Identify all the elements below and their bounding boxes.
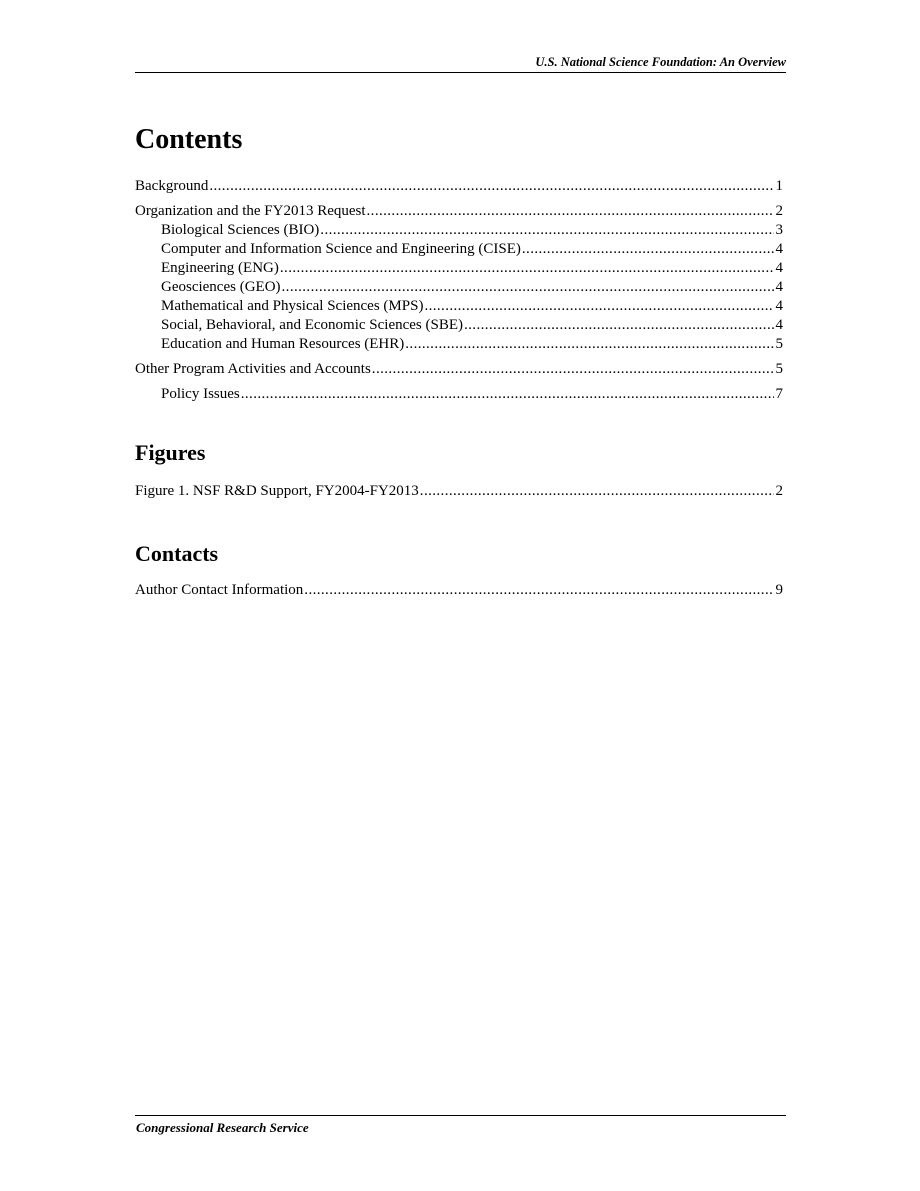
toc-entry-title: Policy Issues	[161, 386, 240, 402]
dot-leader	[209, 177, 773, 196]
header-rule	[135, 72, 786, 73]
toc-entry-organization[interactable]	[135, 202, 783, 221]
dot-leader	[420, 482, 774, 501]
dot-leader	[241, 385, 774, 404]
running-footer-organization: Congressional Research Service	[136, 1120, 309, 1135]
figures-list	[135, 482, 783, 501]
toc-entry-mps[interactable]	[135, 297, 783, 316]
contacts-list	[135, 581, 783, 600]
toc-entry-eng[interactable]	[135, 259, 783, 278]
toc-entry-geo[interactable]	[135, 278, 783, 297]
toc-entry-sbe[interactable]	[135, 316, 783, 335]
toc-entry-other-programs[interactable]	[135, 360, 783, 379]
toc-entry-page: 9	[775, 582, 783, 598]
toc-entry-page: 3	[775, 222, 783, 238]
toc-entry-page: 7	[775, 386, 783, 402]
toc-entry-page: 4	[775, 260, 783, 276]
toc-entry-page: 4	[775, 241, 783, 257]
toc-entry-title: Other Program Activities and Accounts	[135, 361, 371, 377]
figures-heading: Figures	[135, 440, 206, 465]
toc-entry-page: 2	[775, 203, 783, 219]
toc-entry-title: Background	[135, 178, 209, 194]
dot-leader	[405, 335, 773, 354]
toc-entry-title: Education and Human Resources (EHR)	[161, 336, 405, 352]
toc-entry-page: 5	[775, 361, 783, 377]
dot-leader	[280, 259, 774, 278]
footer-rule	[135, 1115, 786, 1116]
dot-leader	[424, 297, 773, 316]
toc-entry-title: Social, Behavioral, and Economic Sciences (SBE)	[161, 317, 463, 333]
toc-entry-page: 2	[775, 483, 783, 499]
toc-entry-title: Figure 1. NSF R&D Support, FY2004-FY2013	[135, 483, 419, 499]
toc-entry-bio[interactable]	[135, 221, 783, 240]
toc-entry-page: 1	[775, 178, 783, 194]
contents-heading: Contents	[135, 124, 243, 155]
toc-entry-title: Engineering (ENG)	[161, 260, 279, 276]
toc-entry-title: Computer and Information Science and Engineering (CISE)	[161, 241, 521, 257]
dot-leader	[282, 278, 774, 297]
toc-entry-title: Geosciences (GEO)	[161, 279, 281, 295]
running-header-title: U.S. National Science Foundation: An Overview	[535, 55, 786, 69]
dot-leader	[522, 240, 774, 259]
toc-entry-title: Organization and the FY2013 Request	[135, 203, 366, 219]
toc-entry-title: Mathematical and Physical Sciences (MPS)	[161, 298, 424, 314]
dot-leader	[464, 316, 774, 335]
contacts-heading: Contacts	[135, 541, 219, 566]
toc-entry-page: 4	[775, 298, 783, 314]
toc-entry-title: Biological Sciences (BIO)	[161, 222, 320, 238]
toc-entry-author-contact[interactable]	[135, 581, 783, 600]
toc-entry-ehr[interactable]	[135, 335, 783, 354]
toc-entry-title: Author Contact Information	[135, 582, 304, 598]
toc-entry-page: 4	[775, 279, 783, 295]
toc-entry-page: 4	[775, 317, 783, 333]
dot-leader	[367, 202, 774, 221]
toc-entry-background[interactable]	[135, 177, 783, 196]
toc-entry-page: 5	[775, 336, 783, 352]
toc-entry-policy-issues[interactable]	[135, 385, 783, 404]
dot-leader	[320, 221, 773, 240]
dot-leader	[372, 360, 774, 379]
contents-list	[135, 177, 783, 404]
dot-leader	[304, 581, 773, 600]
toc-entry-figure-1[interactable]	[135, 482, 783, 501]
toc-entry-cise[interactable]	[135, 240, 783, 259]
